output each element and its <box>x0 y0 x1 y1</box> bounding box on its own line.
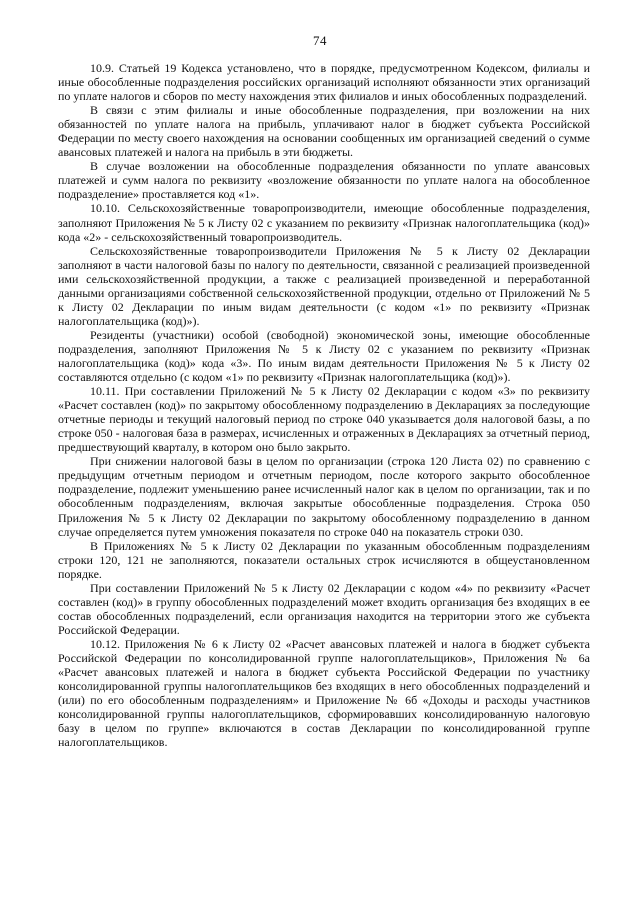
document-body <box>58 61 590 749</box>
paragraph-lines-120-121: В Приложениях № 5 к Листу 02 Декларации по указанным обособленным подразделениям строки 120, 121 не заполняются, показатели остальных строк исчисляются в общеустановленном порядке. <box>58 538 590 581</box>
paragraph-tax-base-reduction: При снижении налоговой базы в целом по организации (строка 120 Листа 02) по сравнению с предыдущим отчетным периодом и отчетным периодом, после которого закрыто обособленное подразделение, подлежит уменьшению ранее исчисленный налог как в целом по организации, так и по обособленным подразделениям, включая закрытые обособленные подразделения. Строка 050 Приложения № 5 к Листу 02 Декларации по закрытому обособленному подразделению в данном случае определяется путем умножения показателя по строке 040 на показатель строки 030. <box>58 454 590 539</box>
page-number: 74 <box>313 33 327 48</box>
paragraph-branches-tax: В связи с этим филиалы и иные обособленные подразделения, при возложении на них обязанностей по уплате налога на прибыль, уплачивают налог в бюджет субъекта Российской Федерации по месту своего нахождения на основании сообщенных им организацией сведений о сумме авансовых платежей и налога на прибыль в эти бюджеты. <box>58 103 590 160</box>
paragraph-code-1: В случае возложении на обособленные подразделения обязанности по уплате авансовых платежей и сумм налога по реквизиту «возложение обязанности по уплате налога на обособленное подразделение» проставляется код «1». <box>58 159 590 202</box>
paragraph-10-12: 10.12. Приложения № 6 к Листу 02 «Расчет авансовых платежей и налога в бюджет субъекта Российской Федерации по консолидированной группе налогоплательщиков», Приложения № 6а «Расчет авансовых платежей и налога в бюджет субъекта Российской Федерации по участнику консолидированной группы налогоплательщиков без входящих в него обособленных подразделений и (или) по его обособленным подразделениям» и Приложение № 6б «Доходы и расходы участников консолидированной группы налогоплательщиков, сформировавших консолидированную налоговую базу в целом по группе» включаются в состав Декларации по консолидированной группе налогоплательщиков. <box>58 636 590 750</box>
paragraph-code-4: При составлении Приложений № 5 к Листу 02 Декларации с кодом «4» по реквизиту «Расчет составлен (код)» в группу обособленных подразделений может входить организация без входящих в ее состав обособленных подразделений, если организация находится на территории этого же субъекта Российской Федерации. <box>58 580 590 637</box>
paragraph-10-9: 10.9. Статьей 19 Кодекса установлено, что в порядке, предусмотренном Кодексом, филиалы и иные обособленные подразделения российских организаций исполняют обязанности этих организаций по уплате налогов и сборов по месту нахождения этих филиалов и иных обособленных подразделений. <box>58 61 590 104</box>
paragraph-10-11: 10.11. При составлении Приложений № 5 к Листу 02 Декларации с кодом «3» по реквизиту «Расчет составлен (код)» по закрытому обособленному подразделению в Декларациях за последующие отчетные периоды и текущий налоговый период по строке 040 указывается доля налоговой базы, а по строке 050 - налоговая база в размерах, исчисленных и отраженных в Декларациях за отчетный период, предшествующий кварталу, в котором оно было закрыто. <box>58 384 590 455</box>
paragraph-sez-residents: Резиденты (участники) особой (свободной) экономической зоны, имеющие обособленные подразделения, заполняют Приложения № 5 к Листу 02 с указанием по реквизиту «Признак налогоплательщика (код)» кода «3». По иным видам деятельности Приложения № 5 к Листу 02 составляются отдельно (с кодом «1» по реквизиту «Признак налогоплательщика (код)»). <box>58 327 590 385</box>
paragraph-10-10: 10.10. Сельскохозяйственные товаропроизводители, имеющие обособленные подразделения, заполняют Приложения № 5 к Листу 02 с указанием по реквизиту «Признак налогоплательщика (код)» кода «2» - сельскохозяйственный товаропроизводитель. <box>58 201 590 244</box>
paragraph-agri-producers: Сельскохозяйственные товаропроизводители Приложения № 5 к Листу 02 Декларации заполняют в части налоговой базы по налогу по деятельности, связанной с реализацией произведенной ими сельскохозяйственной продукции, а также с реализацией произведенной и переработанной данными организациями собственной сельскохозяйственной продукции, отдельно от Приложений № 5 к Листу 02 Декларации по иным видам деятельности (с кодом «1» по реквизиту «Признак налогоплательщика (код)»). <box>58 243 590 328</box>
